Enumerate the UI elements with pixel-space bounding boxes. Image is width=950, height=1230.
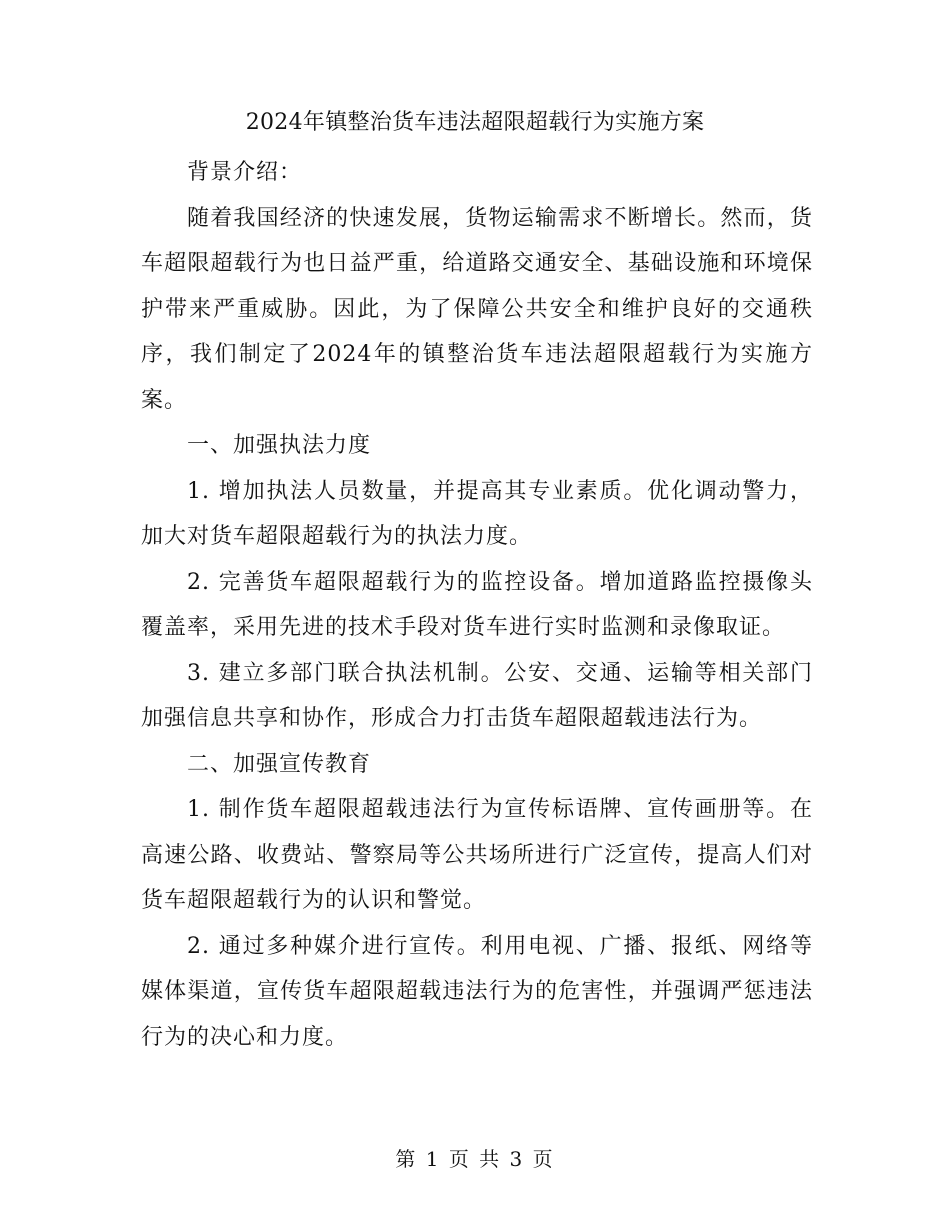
section-heading-enforcement: 一、加强执法力度 xyxy=(187,433,372,458)
paragraph-background-heading: 背景介绍： xyxy=(187,160,303,185)
list-item: 1. 制作货车超限超载违法行为宣传标语牌、宣传画册等。在高速公路、收费站、警察局等公共场所进行广泛宣传，提高人们对货车超限超载行为的认识和警觉。 xyxy=(141,797,813,913)
document-body xyxy=(141,150,813,1060)
list-item: 3. 建立多部门联合执法机制。公安、交通、运输等相关部门加强信息共享和协作，形成合力打击货车超限超载违法行为。 xyxy=(141,660,813,731)
section-heading-publicity: 二、加强宣传教育 xyxy=(187,751,372,777)
document-title: 2024年镇整治货车违法超限超载行为实施方案 xyxy=(245,110,705,135)
list-item: 1. 增加执法人员数量，并提高其专业素质。优化调动警力，加大对货车超限超载行为的执法力度。 xyxy=(141,478,813,549)
page-footer: 第 1 页 共 3 页 xyxy=(395,1147,555,1171)
list-item: 2. 完善货车超限超载行为的监控设备。增加道路监控摄像头覆盖率，采用先进的技术手段对货车进行实时监测和录像取证。 xyxy=(141,569,813,640)
list-item: 2. 通过多种媒介进行宣传。利用电视、广播、报纸、网络等媒体渠道，宣传货车超限超载违法行为的危害性，并强调严惩违法行为的决心和力度。 xyxy=(141,933,813,1050)
paragraph-background: 随着我国经济的快速发展，货物运输需求不断增长。然而，货车超限超载行为也日益严重，给道路交通安全、基础设施和环境保护带来严重威胁。因此，为了保障公共安全和维护良好的交通秩序，我们制定了2024年的镇整治货车违法超限超载行为实施方案。 xyxy=(141,205,813,413)
